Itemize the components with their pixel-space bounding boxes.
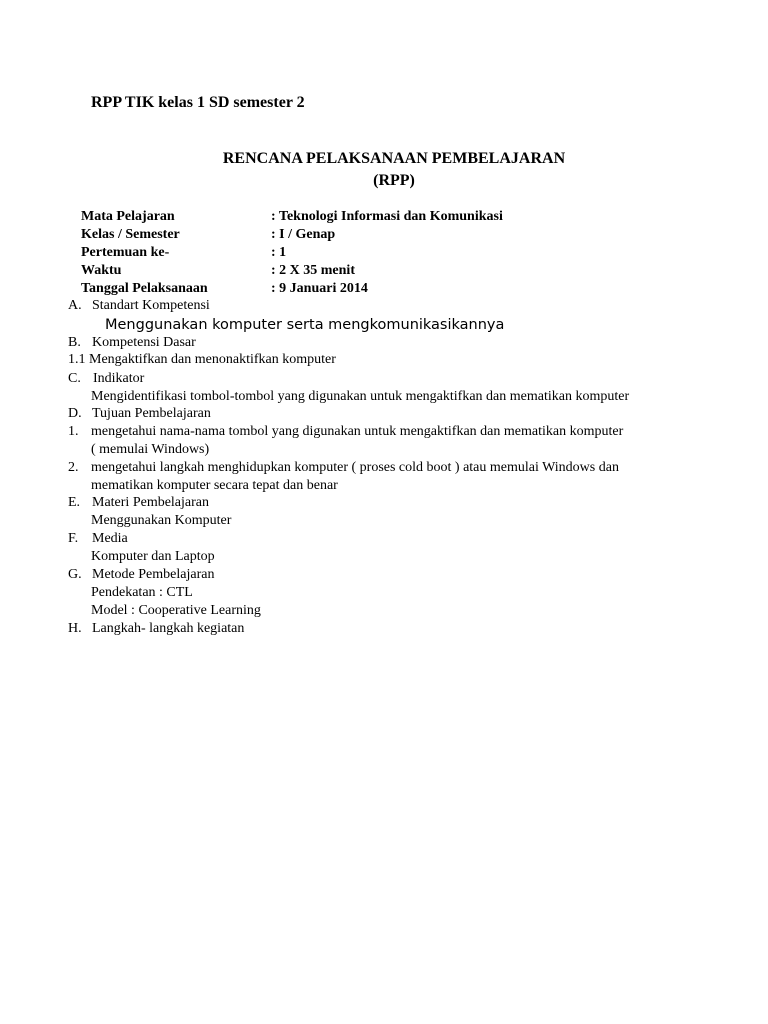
section-g-approach: Pendekatan : CTL	[91, 585, 193, 600]
info-label-date: Tanggal Pelaksanaan	[81, 281, 208, 296]
section-a-title: Standart Kompetensi	[92, 298, 210, 313]
info-value-subject: : Teknologi Informasi dan Komunikasi	[271, 209, 503, 224]
section-h-marker: H.	[68, 621, 82, 636]
info-value-meeting: : 1	[271, 245, 287, 260]
info-label-meeting: Pertemuan ke-	[81, 245, 170, 260]
section-f-body: Komputer dan Laptop	[91, 549, 215, 564]
main-title-line2: (RPP)	[373, 172, 415, 189]
section-g-title: Metode Pembelajaran	[92, 567, 215, 582]
info-label-time: Waktu	[81, 263, 122, 278]
section-g-marker: G.	[68, 567, 82, 582]
section-c-marker: C.	[68, 371, 81, 386]
section-e-title: Materi Pembelajaran	[92, 495, 210, 510]
section-d-item1-line1: mengetahui nama-nama tombol yang digunakan untuk mengaktifkan dan mematikan komputer	[91, 424, 624, 439]
section-b-title: Kompetensi Dasar	[92, 335, 196, 350]
section-f-title: Media	[92, 531, 128, 546]
section-e-marker: E.	[68, 495, 81, 510]
section-e-body: Menggunakan Komputer	[91, 513, 232, 528]
section-b-marker: B.	[68, 335, 81, 350]
section-h-title: Langkah- langkah kegiatan	[92, 621, 245, 636]
info-label-class: Kelas / Semester	[81, 227, 180, 242]
section-a-body: Menggunakan komputer serta mengkomunikasikannya	[105, 317, 505, 333]
section-b-item: 1.1 Mengaktifkan dan menonaktifkan komputer	[68, 352, 336, 367]
section-g-model: Model : Cooperative Learning	[91, 603, 261, 618]
section-a-marker: A.	[68, 298, 82, 313]
section-d-marker: D.	[68, 406, 82, 421]
main-title-line1: RENCANA PELAKSANAAN PEMBELAJARAN	[222, 150, 566, 167]
info-value-date: : 9 Januari 2014	[271, 281, 368, 296]
section-c-title: Indikator	[93, 371, 145, 386]
section-d-item2-line1: mengetahui langkah menghidupkan komputer ( proses cold boot ) atau memulai Windows dan	[91, 460, 619, 475]
section-f-marker: F.	[68, 531, 79, 546]
info-value-time: : 2 X 35 menit	[271, 263, 355, 278]
section-d-item1-number: 1.	[68, 424, 79, 439]
info-value-class: : I / Genap	[271, 227, 336, 242]
info-label-subject: Mata Pelajaran	[81, 209, 175, 224]
document-title: RPP TIK kelas 1 SD semester 2	[91, 94, 305, 111]
section-d-item1-line2: ( memulai Windows)	[91, 442, 210, 457]
section-d-item2-line2: mematikan komputer secara tepat dan benar	[91, 478, 338, 493]
section-d-title: Tujuan Pembelajaran	[92, 406, 211, 421]
section-c-body: Mengidentifikasi tombol-tombol yang digunakan untuk mengaktifkan dan mematikan komputer	[91, 389, 630, 404]
section-d-item2-number: 2.	[68, 460, 79, 475]
